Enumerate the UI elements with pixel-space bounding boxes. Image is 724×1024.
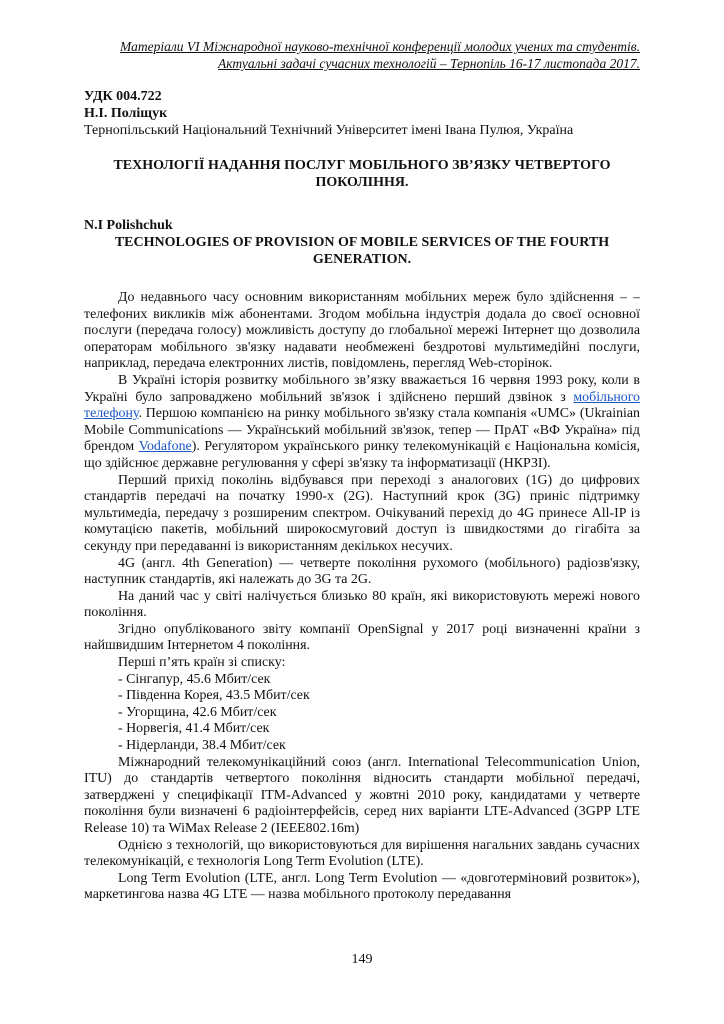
page-number: 149 — [351, 952, 373, 967]
paragraph-7: Перші п’ять країн зі списку: — [118, 655, 286, 671]
paper-page — [84, 38, 640, 904]
vodafone-link[interactable]: Vodafone — [138, 439, 192, 455]
paper-title-ua: ТЕХНОЛОГІЇ НАДАННЯ ПОСЛУГ МОБІЛЬНОГО ЗВ’ЯЗКУ ЧЕТВЕРТОГО ПОКОЛІННЯ. — [113, 158, 611, 190]
paper-title-en: TECHNOLOGIES OF PROVISION OF MOBILE SERVICES OF THE FOURTH GENERATION. — [114, 235, 610, 267]
list-item: - Норвегія, 41.4 Мбит/сек — [118, 721, 270, 737]
paragraph-2-text-c: ). Регулятором українського ринку телекомунікацій є Національна комісія, що здійснює державне регулювання у сфері зв'язку та інформатизації (НКРЗІ). — [84, 439, 640, 471]
header-line-1: Матеріали VI Міжнародної науково-технічної конференції молодих учених та студентів. — [120, 39, 640, 54]
paragraph-10: Long Term Evolution (LTE, англ. Long Term Evolution — «довготерміновий розвиток»), маркетингова назва 4G LTE — назва мобільного протоколу передавання — [84, 870, 640, 903]
paper-body — [84, 290, 640, 904]
paragraph-6: Згідно опублікованого звіту компанії OpenSignal у 2017 році визначенні країни з найшвидшим Інтернетом 4 покоління. — [84, 621, 640, 654]
paragraph-4: 4G (англ. 4th Generation) — четверте покоління рухомого (мобільного) радіозв'язку, наступник стандартів, які належать до 3G та 2G. — [84, 555, 640, 588]
author-name: Н.І. Поліщук — [84, 106, 168, 121]
paragraph-2 — [84, 373, 640, 473]
mobile-phone-link[interactable]: мобільного телефону — [84, 389, 640, 422]
list-item: - Угорщина, 42.6 Мбит/сек — [118, 704, 277, 720]
paragraph-1: До недавнього часу основним використанням мобільних мереж було здійснення – –телефоних викликів між абонентами. Згодом мобільна індустрія додала до своєї основної послуги (передача голосу) можливість доступу до глобальної мережі Інтернет що дозволила операторам мобільного зв'язку надавати необмежені бездротові мультимедійні послуги, наприклад, передача електронних листів, повідомлень, перегляд Web-сторінок. — [84, 290, 640, 372]
list-item: - Південна Корея, 43.5 Мбит/сек — [118, 688, 310, 704]
list-item: - Нідерланди, 38.4 Мбит/сек — [118, 738, 286, 754]
author-affiliation: Тернопільський Національний Технічний Університет імені Івана Пулюя, Україна — [84, 123, 574, 138]
paragraph-5: На даний час у світі налічується близько 80 країн, які використовують мережі нового покоління. — [84, 588, 640, 621]
paragraph-8: Міжнародний телекомунікаційний союз (англ. International Telecommunication Union, ITU) до стандартів четвертого покоління відносить стандарти мобільної передачі, затверджені у специфікації ITM-Advanced у жовтні 2010 року, кандидатами у четверте покоління були визначені 6 радіоінтерфейсів, серед них варіанти LTE-Advanced (3GPP LTE Release 10) та WiMax Release 2 (IEEE802.16m) — [84, 754, 640, 836]
list-item: - Сінгапур, 45.6 Мбит/сек — [118, 671, 271, 687]
paragraph-3: Перший прихід поколінь відбувався при переході з аналогових (1G) до цифрових стандартів передачі на початку 1990-х (2G). Наступний крок (3G) приніс підтримку мультимедіа, передачу з розширеним спектром. Очікуваний перехід до 4G принесе All-IP із комутацією пакетів, мобільний широкосмуговий доступ із швидкостями до гігабіта за секунду при передаванні із використанням декількох несучих. — [84, 472, 640, 554]
header-line-2: Актуальні задачі сучасних технологій – Тернопіль 16-17 листопада 2017. — [218, 56, 640, 71]
conference-header — [84, 38, 640, 72]
paragraph-2-text-a: В Україні історія розвитку мобільного зв’язку вважається 16 червня 1993 року, коли в Україні було запроваджено мобільний зв'язок і здійснено перший дзвінок з — [84, 372, 640, 405]
paragraph-9: Однією з технологій, що використовуються для вирішення нагальних завдань сучасних телекомунікацій, є технологія Long Term Evolution (LTE). — [84, 837, 640, 870]
paragraph-2-text-b: . Першою компанією на ринку мобільного зв'язку стала компанія «UMC» (Ukrainian Mobile Communications — Український мобільний зв'язок, тепер — ПрАТ «ВФ Україна» під брендом — [84, 406, 640, 455]
author-name-en: N.I Polishchuk — [84, 218, 173, 233]
udk-code: УДК 004.722 — [84, 89, 162, 104]
paper-meta — [84, 88, 640, 139]
